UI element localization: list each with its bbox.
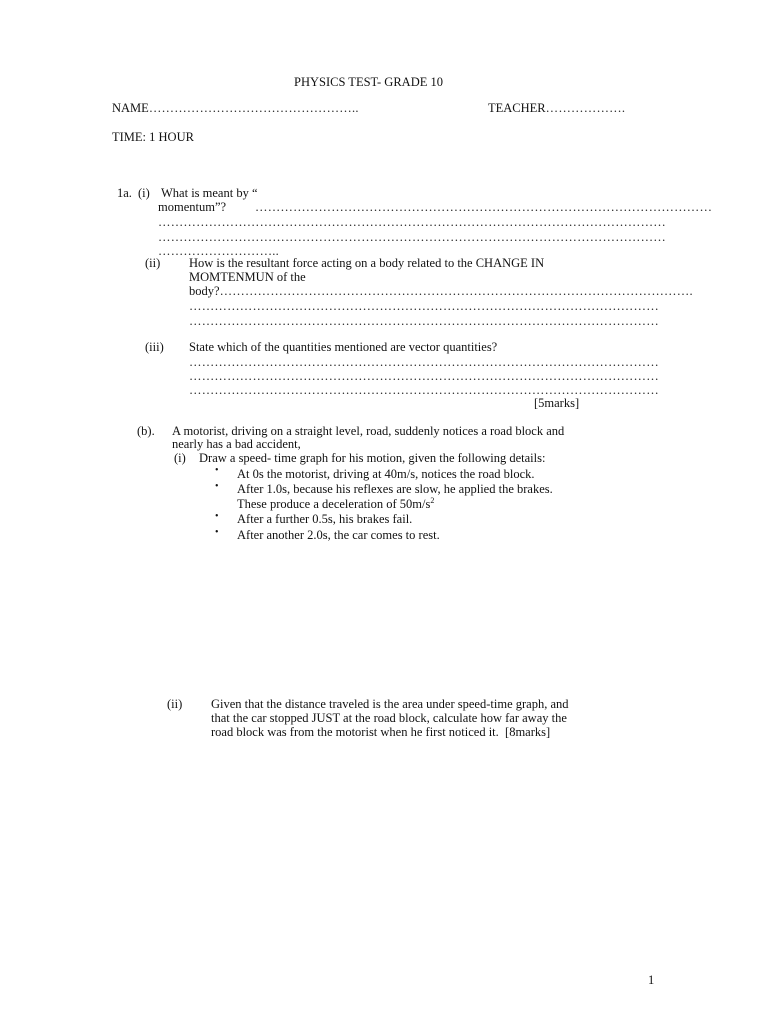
- q1a-i-text: What is meant by “: [161, 186, 258, 200]
- bullet: •: [215, 481, 219, 492]
- q1b-ii-text-3: [211, 725, 550, 740]
- bullet: •: [215, 511, 219, 522]
- answer-line: ………………………………………………………………………………………………: [255, 200, 713, 214]
- bullet: •: [215, 465, 219, 476]
- answer-line: ………………………………………………………………………………………………….: [219, 284, 693, 298]
- q1a-ii-label: (ii): [145, 256, 161, 270]
- q1b-intro-2: nearly has a bad accident,: [172, 437, 301, 451]
- teacher-label: TEACHER: [488, 101, 546, 115]
- superscript: 2: [430, 495, 435, 505]
- bullet-item: After 1.0s, because his reflexes are slow, he applied the brakes.: [237, 482, 553, 496]
- q1a-i-label: (i): [138, 186, 150, 200]
- bullet-item: After another 2.0s, the car comes to rest.: [237, 528, 440, 542]
- q1a-iii-text: State which of the quantities mentioned are vector quantities?: [189, 340, 498, 354]
- answer-line: …………………………………………………………………………………………………: [189, 355, 659, 369]
- marks-label: [8marks]: [505, 725, 551, 739]
- answer-line: …………………………………………………………………………………………………………: [158, 230, 666, 244]
- bullet-item: At 0s the motorist, driving at 40m/s, notices the road block.: [237, 467, 535, 481]
- answer-line: …………………………………………………………………………………………………: [189, 314, 659, 328]
- q1a-iii-label: (iii): [145, 340, 164, 354]
- q1b-ii-text-2: that the car stopped JUST at the road block, calculate how far away the: [211, 711, 567, 725]
- q1a-ii-text-3: [189, 284, 693, 299]
- q1b-ii-text: Given that the distance traveled is the area under speed-time graph, and: [211, 697, 569, 711]
- teacher-dots: ……………….: [545, 101, 626, 115]
- page-title: PHYSICS TEST- GRADE 10: [294, 75, 443, 89]
- name-field: [112, 101, 359, 116]
- q1a-ii-text-2: MOMTENMUN of the: [189, 270, 306, 284]
- q1a-ii-text: How is the resultant force acting on a body related to the CHANGE IN: [189, 256, 545, 270]
- q1b-ii-label: (ii): [167, 697, 183, 711]
- q1a-ii-body: body?: [189, 284, 220, 298]
- answer-line: …………………………………………………………………………………………………: [189, 299, 659, 313]
- deceleration-text: These produce a deceleration of 50m/s: [237, 497, 431, 511]
- answer-line: …………………………………………………………………………………………………: [189, 369, 659, 383]
- q1a-i-text-2: momentum”?: [158, 200, 227, 214]
- name-dots: …………………………………………..: [148, 101, 359, 115]
- name-label: NAME: [112, 101, 149, 115]
- answer-line: …………………………………………………………………………………………………: [189, 383, 659, 397]
- q1b-intro: A motorist, driving on a straight level, road, suddenly notices a road block and: [172, 424, 565, 438]
- answer-line: …………………………………………………………………………………………………………: [158, 215, 666, 229]
- q1b-label: (b).: [137, 424, 155, 438]
- marks-label: [5marks]: [534, 396, 580, 410]
- question-number: 1a.: [117, 186, 132, 200]
- teacher-field: [488, 101, 625, 116]
- q1b-i-label: (i): [174, 451, 186, 465]
- bullet-item-continued: [237, 497, 434, 512]
- answer-line: ………………………..: [158, 244, 279, 258]
- time-limit: TIME: 1 HOUR: [112, 130, 194, 144]
- page-number: 1: [648, 973, 655, 987]
- q1b-ii-body: road block was from the motorist when he first noticed it.: [211, 725, 499, 739]
- bullet-item: After a further 0.5s, his brakes fail.: [237, 512, 413, 526]
- bullet: •: [215, 527, 219, 538]
- q1b-i-text: Draw a speed- time graph for his motion, given the following details:: [199, 451, 546, 465]
